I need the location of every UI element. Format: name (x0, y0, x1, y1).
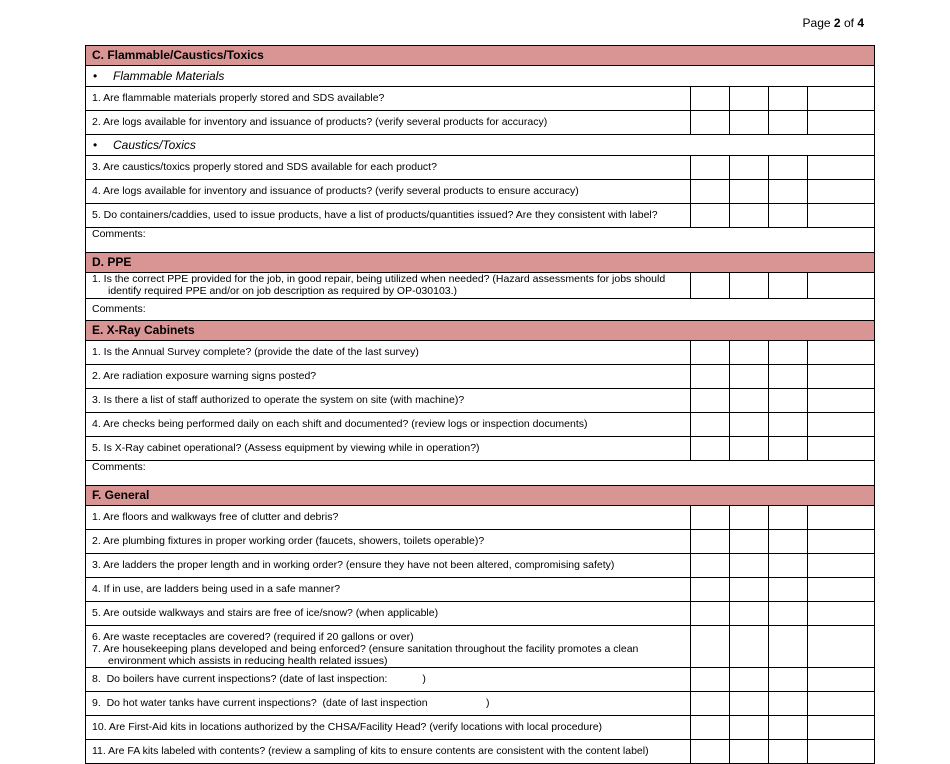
check-cell[interactable] (691, 180, 730, 204)
check-cell[interactable] (691, 626, 730, 668)
section-title: F. General (86, 486, 875, 506)
question-row (86, 740, 875, 764)
section-c-header (86, 46, 875, 66)
check-cell[interactable] (730, 506, 769, 530)
check-cell[interactable] (730, 156, 769, 180)
notes-cell[interactable] (808, 530, 875, 554)
check-cell[interactable] (730, 626, 769, 668)
check-cell[interactable] (691, 668, 730, 692)
notes-cell[interactable] (808, 273, 875, 299)
check-cell[interactable] (730, 180, 769, 204)
question-text: 4. If in use, are ladders being used in a safe manner? (86, 578, 691, 602)
check-cell[interactable] (769, 204, 808, 228)
check-cell[interactable] (769, 716, 808, 740)
section-title: D. PPE (86, 253, 875, 273)
question-row (86, 554, 875, 578)
question-row (86, 506, 875, 530)
question-row (86, 668, 875, 692)
notes-cell[interactable] (808, 554, 875, 578)
check-cell[interactable] (769, 530, 808, 554)
notes-cell[interactable] (808, 740, 875, 764)
check-cell[interactable] (691, 506, 730, 530)
check-cell[interactable] (730, 740, 769, 764)
check-cell[interactable] (769, 437, 808, 461)
page-number: Page 2 of 4 (802, 16, 864, 30)
question-text: 2. Are logs available for inventory and issuance of products? (verify several products for accuracy) (86, 111, 691, 135)
question-row (86, 530, 875, 554)
question-text: 2. Are radiation exposure warning signs posted? (86, 365, 691, 389)
check-cell[interactable] (769, 578, 808, 602)
check-cell[interactable] (769, 554, 808, 578)
section-d-header (86, 253, 875, 273)
question-row (86, 365, 875, 389)
check-cell[interactable] (769, 389, 808, 413)
check-cell[interactable] (769, 506, 808, 530)
notes-cell[interactable] (808, 668, 875, 692)
question-text: 5. Are outside walkways and stairs are free of ice/snow? (when applicable) (86, 602, 691, 626)
check-cell[interactable] (730, 437, 769, 461)
question-row (86, 626, 875, 668)
check-cell[interactable] (730, 273, 769, 299)
comments-label[interactable]: Comments: (86, 299, 875, 321)
check-cell[interactable] (691, 740, 730, 764)
check-cell[interactable] (730, 389, 769, 413)
check-cell[interactable] (730, 87, 769, 111)
question-text: 10. Are First-Aid kits in locations authorized by the CHSA/Facility Head? (verify locations with local procedure) (86, 716, 691, 740)
notes-cell[interactable] (808, 180, 875, 204)
check-cell[interactable] (691, 156, 730, 180)
question-text: 4. Are checks being performed daily on each shift and documented? (review logs or inspection documents) (86, 413, 691, 437)
subheading-caustics (86, 135, 875, 156)
check-cell[interactable] (769, 273, 808, 299)
question-text: 1. Are floors and walkways free of clutter and debris? (86, 506, 691, 530)
subheading-label: Caustics/Toxics (113, 138, 196, 152)
question-text: 2. Are plumbing fixtures in proper working order (faucets, showers, toilets operable)? (86, 530, 691, 554)
question-row (86, 87, 875, 111)
check-cell[interactable] (769, 180, 808, 204)
check-cell[interactable] (691, 554, 730, 578)
check-cell[interactable] (769, 413, 808, 437)
question-row (86, 389, 875, 413)
question-row (86, 273, 875, 299)
check-cell[interactable] (769, 341, 808, 365)
question-text: 8. Do boilers have current inspections? (date of last inspection: ) (86, 668, 691, 692)
question-row (86, 692, 875, 716)
notes-cell[interactable] (808, 156, 875, 180)
question-row (86, 204, 875, 228)
check-cell[interactable] (730, 668, 769, 692)
check-cell[interactable] (769, 602, 808, 626)
notes-cell[interactable] (808, 602, 875, 626)
check-cell[interactable] (730, 111, 769, 135)
notes-cell[interactable] (808, 692, 875, 716)
section-f-header (86, 486, 875, 506)
check-cell[interactable] (691, 389, 730, 413)
notes-cell[interactable] (808, 341, 875, 365)
question-row (86, 437, 875, 461)
question-row (86, 341, 875, 365)
check-cell[interactable] (769, 365, 808, 389)
notes-cell[interactable] (808, 204, 875, 228)
check-cell[interactable] (730, 692, 769, 716)
comments-label[interactable]: Comments: (86, 228, 875, 253)
question-text: 1. Are flammable materials properly stored and SDS available? (86, 87, 691, 111)
check-cell[interactable] (730, 602, 769, 626)
check-cell[interactable] (691, 437, 730, 461)
notes-cell[interactable] (808, 506, 875, 530)
check-cell[interactable] (691, 273, 730, 299)
check-cell[interactable] (691, 365, 730, 389)
check-cell[interactable] (769, 692, 808, 716)
section-title: C. Flammable/Caustics/Toxics (86, 46, 875, 66)
notes-cell[interactable] (808, 87, 875, 111)
question-text: 9. Do hot water tanks have current inspections? (date of last inspection ) (86, 692, 691, 716)
notes-cell[interactable] (808, 365, 875, 389)
check-cell[interactable] (769, 156, 808, 180)
check-cell[interactable] (691, 530, 730, 554)
check-cell[interactable] (691, 413, 730, 437)
check-cell[interactable] (769, 626, 808, 668)
question-row (86, 578, 875, 602)
check-cell[interactable] (769, 668, 808, 692)
check-cell[interactable] (730, 530, 769, 554)
comments-row[interactable] (86, 461, 875, 486)
notes-cell[interactable] (808, 716, 875, 740)
question-text: 4. Are logs available for inventory and issuance of products? (verify several products to ensure accuracy) (86, 180, 691, 204)
comments-row[interactable] (86, 299, 875, 321)
check-cell[interactable] (691, 716, 730, 740)
check-cell[interactable] (769, 740, 808, 764)
question-text: 1. Is the Annual Survey complete? (provide the date of the last survey) (86, 341, 691, 365)
bullet-icon: • (93, 138, 98, 152)
check-cell[interactable] (691, 341, 730, 365)
question-text: 5. Is X-Ray cabinet operational? (Assess equipment by viewing while in operation?) (86, 437, 691, 461)
notes-cell[interactable] (808, 389, 875, 413)
check-cell[interactable] (730, 554, 769, 578)
check-cell[interactable] (691, 87, 730, 111)
bullet-icon: • (93, 69, 98, 83)
question-row (86, 413, 875, 437)
question-row (86, 716, 875, 740)
notes-cell[interactable] (808, 111, 875, 135)
check-cell[interactable] (730, 365, 769, 389)
question-row (86, 111, 875, 135)
question-text: 1. Is the correct PPE provided for the job, in good repair, being utilized when needed? (Hazard assessments for jobs should identify required PPE and/or on job description as required by OP-030103.) (86, 273, 691, 299)
question-text: 3. Are ladders the proper length and in working order? (ensure they have not been altered, compromising safety) (86, 554, 691, 578)
check-cell[interactable] (691, 602, 730, 626)
subheading-label: Flammable Materials (113, 69, 225, 83)
notes-cell[interactable] (808, 626, 875, 668)
check-cell[interactable] (691, 692, 730, 716)
question-row (86, 602, 875, 626)
check-cell[interactable] (691, 578, 730, 602)
check-cell[interactable] (691, 204, 730, 228)
check-cell[interactable] (730, 413, 769, 437)
notes-cell[interactable] (808, 578, 875, 602)
question-text: 3. Is there a list of staff authorized to operate the system on site (with machine)? (86, 389, 691, 413)
check-cell[interactable] (730, 578, 769, 602)
comments-label[interactable]: Comments: (86, 461, 875, 486)
check-cell[interactable] (769, 111, 808, 135)
notes-cell[interactable] (808, 413, 875, 437)
subheading-flammable (86, 66, 875, 87)
question-text: 6. Are waste receptacles are covered? (required if 20 gallons or over) 7. Are housekeeping plans developed and being enforced? (ensure sanitation throughout the facility promotes a clean environment which assists in reducing health related issues) (86, 626, 691, 668)
inspection-form (85, 45, 875, 764)
comments-row[interactable] (86, 228, 875, 253)
check-cell[interactable] (730, 716, 769, 740)
question-row (86, 180, 875, 204)
question-text: 3. Are caustics/toxics properly stored and SDS available for each product? (86, 156, 691, 180)
notes-cell[interactable] (808, 437, 875, 461)
check-cell[interactable] (730, 341, 769, 365)
section-title: E. X-Ray Cabinets (86, 321, 875, 341)
question-text: 5. Do containers/caddies, used to issue products, have a list of products/quantities issued? Are they consistent with label? (86, 204, 691, 228)
check-cell[interactable] (730, 204, 769, 228)
check-cell[interactable] (769, 87, 808, 111)
question-text: 11. Are FA kits labeled with contents? (review a sampling of kits to ensure contents are consistent with the content label) (86, 740, 691, 764)
question-row (86, 156, 875, 180)
check-cell[interactable] (691, 111, 730, 135)
section-e-header (86, 321, 875, 341)
